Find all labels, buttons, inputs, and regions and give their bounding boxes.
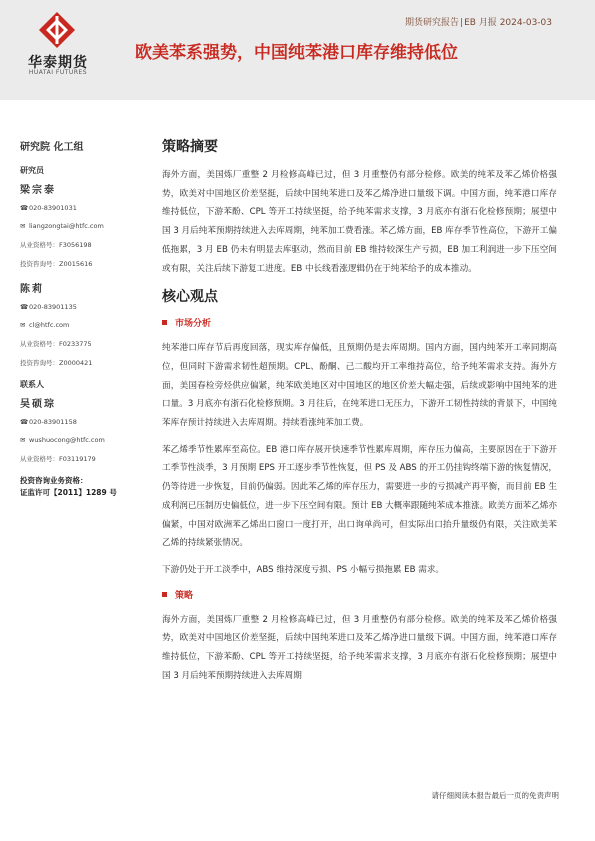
summary-paragraph: 海外方面，美国炼厂重整 2 月检修高峰已过，但 3 月重整仍有部分检修。欧美的纯苯及苯乙烯价格强势，欧美对中国地区价差坚挺，后续中国纯苯进口及苯乙烯净进口量级下调。中国方面，纯苯港口库存维持低位，下游苯酚、CPL 等开工持续坚挺，给予纯苯需求支撑，3 月底亦有浙石化检修预期；展望中国 3 月后纯苯预期持续进入去库周期，纯苯加工费看涨。苯乙烯方面，EB 库存季节性高位，下游开工偏低拖累，3 月 EB 仍未有明显去库驱动，然而目前 EB 维持较深生产亏损，EB 加工利润进一步下压空间或有限，关注后续下游复工进度。EB 中长线看涨逻辑仍在于纯苯给予的成本推动。: [162, 170, 557, 274]
report-title: 欧美苯系强势，中国纯苯港口库存维持低位: [135, 43, 458, 63]
license-line-1: 投资咨询业务资格：: [20, 476, 88, 485]
phone-number: 020-83901135: [29, 303, 77, 311]
market-analysis-heading: [162, 316, 557, 329]
report-header: [0, 0, 595, 100]
email-icon: ✉: [20, 321, 26, 329]
main-content: [162, 130, 557, 693]
researcher-label: 研究员: [20, 166, 44, 175]
strategy-paragraph: 海外方面，美国炼厂重整 2 月检修高峰已过，但 3 月重整仍有部分检修。欧美的纯苯及苯乙烯价格强势，欧美对中国地区价差坚挺，后续中国纯苯进口及苯乙烯净进口量级下调。中国方面，纯苯港口库存维持低位，下游苯酚、CPL 等开工持续坚挺，给予纯苯需求支撑，3 月底亦有浙石化检修预期；展望中国 3 月后纯苯预期持续进入去库周期: [162, 614, 557, 681]
research-team: 研究院 化工组: [20, 142, 84, 153]
analyst-sidebar: [20, 138, 140, 499]
advisory-number: 投资咨询号：Z0000421: [20, 359, 93, 367]
analyst-phone: [20, 303, 140, 311]
logo-chinese-name: 华泰期货: [28, 55, 88, 71]
phone-icon: ☎: [20, 303, 29, 311]
contact-name: 吴硕琮: [20, 399, 56, 410]
report-type: 期货研究报告: [405, 18, 460, 28]
summary-heading: 策略摘要: [162, 139, 218, 155]
analyst-email: [20, 321, 140, 329]
strategy-heading: [162, 588, 557, 601]
qualification-number: 从业资格号：F3056198: [20, 241, 92, 249]
phone-number: 020-83901031: [29, 204, 77, 212]
email-address[interactable]: cl@htfc.com: [29, 321, 70, 329]
contact-label: 联系人: [20, 380, 44, 389]
company-logo: [18, 12, 98, 76]
section-bullet-icon: [162, 592, 167, 597]
core-view-heading: 核心观点: [162, 289, 218, 306]
email-address[interactable]: wushuocong@htfc.com: [29, 436, 105, 444]
qualification-number: 从业资格号：F0233775: [20, 340, 92, 348]
tag-separator: |: [460, 18, 464, 28]
email-icon: ✉: [20, 436, 26, 444]
market-paragraph-2: 苯乙烯季节性累库至高位。EB 港口库存展开快速季节性累库周期，库存压力偏高，主要原因在于下游开工季节性淡季，3 月预期 EPS 开工逐步季节性恢复，但 PS 及 ABS 的开工仍挂钩终端下游的恢复情况，仍等待进一步恢复，目前仍偏弱。因此苯乙烯的库存压力，需要进一步的亏损减产再平衡，而目前 EB 生成利润已压制历史偏低位，进一步下压空间有限。预计 EB 大概率跟随纯苯成本推涨。欧美方面苯乙烯亦偏紧，中国对欧洲苯乙烯出口窗口一度打开，出口询单尚可，但实际出口抬升量级仍有限，关注欧美苯乙烯的持续紧张情况。: [162, 444, 557, 549]
section-bullet-icon: [162, 320, 167, 325]
report-subtitle: EB 月报 2024-03-03: [464, 18, 552, 28]
analyst-name: 梁宗泰: [20, 185, 56, 196]
phone-icon: ☎: [20, 204, 29, 212]
market-paragraph-1: 纯苯港口库存节后再度回落，现实库存偏低，且预期仍是去库周期。国内方面，国内纯苯开工率同期高位，但同时下游需求韧性超预期。CPL、酚酮、己二酸均开工率维持高位，给予纯苯需求支持。海外方面，美国春检旁烃供应偏紧，纯苯欧美地区对中国地区的地区价差大幅走强，后续或影响中国纯苯的进口量。3 月底亦有浙石化检修预期。3 月往后，在纯苯进口无压力，下游开工韧性持续的背景下，中国纯苯库存预计持续进入去库周期。持续看涨纯苯加工费。: [162, 343, 557, 429]
contact-email: [20, 436, 140, 444]
analyst-card: [20, 181, 140, 268]
analyst-email: [20, 222, 140, 230]
license-info: [20, 475, 140, 499]
market-paragraph-3: 下游仍处于开工淡季中，ABS 维持深度亏损、PS 小幅亏损拖累 EB 需求。: [162, 564, 445, 575]
license-line-2: 证监许可【2011】1289 号: [20, 488, 117, 497]
logo-mark-icon: [39, 12, 75, 48]
footer-disclaimer: 请仔细阅读本报告最后一页的免责声明: [431, 791, 559, 800]
logo-english-name: HUATAI FUTURES: [28, 69, 88, 76]
analyst-card: [20, 280, 140, 367]
email-address[interactable]: liangzongtai@htfc.com: [29, 222, 104, 230]
advisory-number: 投资咨询号：Z0015616: [20, 260, 93, 268]
contact-card: [20, 395, 140, 463]
analyst-name: 陈莉: [20, 284, 44, 295]
qualification-number: 从业资格号：F03119179: [20, 455, 96, 463]
contact-phone: [20, 418, 140, 426]
analyst-phone: [20, 204, 140, 212]
email-icon: ✉: [20, 222, 26, 230]
strategy-label: 策略: [175, 590, 194, 601]
phone-number: 020-83901158: [29, 418, 77, 426]
report-type-tag: [405, 15, 552, 28]
market-analysis-label: 市场分析: [175, 319, 212, 330]
phone-icon: ☎: [20, 418, 29, 426]
